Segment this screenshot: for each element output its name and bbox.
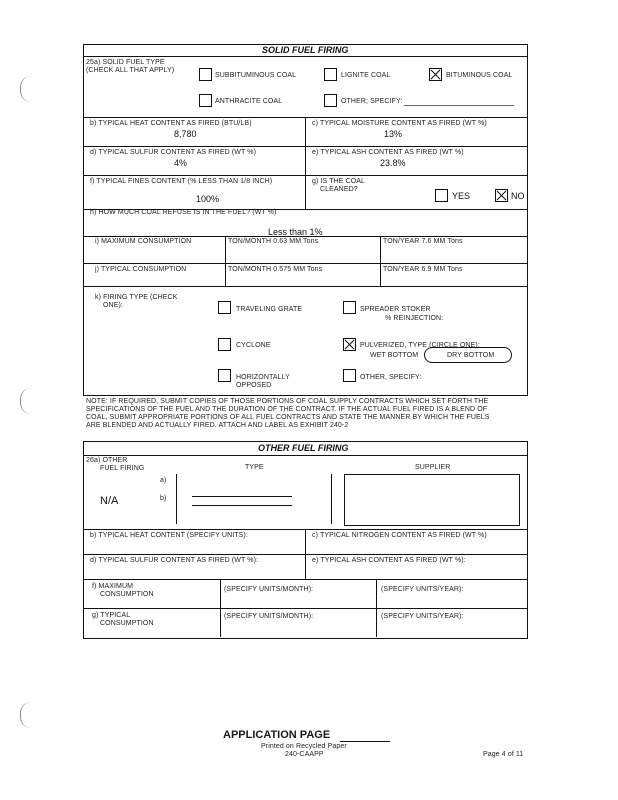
q25a-label: 25a) SOLID FUEL TYPE (86, 59, 165, 66)
refuse-label: h) HOW MUCH COAL REFUSE IS IN THE FUEL? (WT %) (90, 209, 277, 216)
horizontally-opposed-label: HORIZONTALLY (236, 374, 290, 381)
supplier-header: SUPPLIER (415, 464, 451, 471)
typical-consumption-month: TON/MONTH 0.575 MM Tons (228, 266, 323, 273)
max-consumption-year: TON/YEAR 7.6 MM Tons (383, 238, 463, 245)
q26a-label-2: FUEL FIRING (100, 465, 145, 472)
na-text: N/A (100, 495, 119, 507)
other-firing-label: OTHER, SPECIFY: (360, 374, 422, 381)
recycled-note: Printed on Recycled Paper (261, 743, 347, 750)
cleaned-no-label: NO (511, 191, 525, 201)
note-line-1: NOTE: IF REQUIRED, SUBMIT COPIES OF THOSE PORTIONS OF COAL SUPPLY CONTRACTS WHICH SET FORTH THE (86, 398, 489, 405)
horizontally-opposed-checkbox[interactable] (218, 369, 231, 382)
subbituminous-label: SUBBITUMINOUS COAL (215, 72, 297, 79)
type-field[interactable] (176, 474, 332, 524)
subbituminous-checkbox[interactable] (199, 68, 212, 81)
firing-type-label: k) FIRING TYPE (CHECK (95, 294, 178, 301)
heat-content-value: 8,780 (174, 129, 197, 139)
form-number: 240-CAAPP (285, 751, 324, 758)
typical-consumption-year: TON/YEAR 6.9 MM Tons (383, 266, 463, 273)
firing-type-label-2: ONE): (103, 302, 123, 309)
lignite-checkbox[interactable] (324, 68, 337, 81)
cleaned-label-2: CLEANED? (320, 186, 358, 193)
cleaned-yes-checkbox[interactable] (435, 189, 448, 202)
bituminous-checkbox[interactable] (429, 68, 442, 81)
row-a-label: a) (160, 477, 167, 484)
other-max-month: (SPECIFY UNITS/MONTH): (224, 586, 314, 593)
sulfur-value: 4% (174, 158, 188, 168)
sulfur-label: d) TYPICAL SULFUR CONTENT AS FIRED (WT %) (90, 149, 257, 156)
other-solid-label: OTHER; SPECIFY: (341, 98, 403, 105)
cyclone-label: CYCLONE (236, 342, 271, 349)
other-sulfur-label: d) TYPICAL SULFUR CONTENT AS FIRED (WT %): (90, 557, 259, 564)
other-fuel-title: OTHER FUEL FIRING (258, 443, 349, 453)
other-solid-checkbox[interactable] (324, 94, 337, 107)
other-nitrogen-label: c) TYPICAL NITROGEN CONTENT AS FIRED (WT %) (312, 532, 487, 539)
cyclone-checkbox[interactable] (218, 338, 231, 351)
row-b-label: b) (160, 495, 167, 502)
heat-content-label: b) TYPICAL HEAT CONTENT AS FIRED (BTU/LB) (90, 120, 252, 127)
other-firing-checkbox[interactable] (343, 369, 356, 382)
fines-label: f) TYPICAL FINES CONTENT (% LESS THAN 1/8 INCH) (90, 178, 273, 185)
cleaned-no-checkbox[interactable] (495, 189, 508, 202)
traveling-grate-label: TRAVELING GRATE (236, 306, 303, 313)
horizontally-opposed-label-2: OPPOSED (236, 382, 272, 389)
moisture-value: 13% (384, 129, 403, 139)
solid-fuel-title: SOLID FUEL FIRING (262, 45, 349, 55)
other-ash-label: e) TYPICAL ASH CONTENT AS FIRED (WT %): (312, 557, 466, 564)
anthracite-label: ANTHRACITE COAL (215, 98, 283, 105)
other-max-label-2: CONSUMPTION (100, 591, 154, 598)
q26a-label: 26a) OTHER (86, 457, 128, 464)
margin-mark (20, 702, 31, 728)
ash-value: 23.8% (380, 158, 406, 168)
dry-bottom-option[interactable]: DRY BOTTOM (447, 352, 495, 359)
anthracite-checkbox[interactable] (199, 94, 212, 107)
application-page-label: APPLICATION PAGE (223, 729, 331, 741)
note-line-3: COAL, SUBMIT APPROPRIATE PORTIONS OF ALL FUEL CONTRACTS AND STATE THE MANNER BY WHICH THE FUELS (86, 414, 490, 421)
other-typical-month: (SPECIFY UNITS/MONTH): (224, 613, 314, 620)
pulverized-label: PULVERIZED, TYPE (CIRCLE ONE): (360, 342, 480, 349)
other-max-year: (SPECIFY UNITS/YEAR): (381, 586, 464, 593)
margin-mark (20, 388, 31, 414)
reinjection-label: % REINJECTION: (385, 315, 444, 322)
pulverized-checkbox[interactable] (343, 338, 356, 351)
other-typical-year: (SPECIFY UNITS/YEAR): (381, 613, 464, 620)
typical-consumption-label: j) TYPICAL CONSUMPTION (95, 266, 187, 273)
moisture-label: c) TYPICAL MOISTURE CONTENT AS FIRED (WT %) (312, 120, 487, 127)
q25a-sub: (CHECK ALL THAT APPLY) (86, 67, 175, 74)
cleaned-yes-label: YES (452, 191, 471, 201)
lignite-label: LIGNITE COAL (341, 72, 391, 79)
cleaned-label: g) IS THE COAL (312, 178, 366, 185)
other-typical-label: g) TYPICAL (92, 612, 131, 619)
spreader-stoker-checkbox[interactable] (343, 301, 356, 314)
other-heat-label: b) TYPICAL HEAT CONTENT (SPECIFY UNITS): (90, 532, 248, 539)
note-line-4: ARE BLENDED AND ACTUALLY FIRED. ATTACH AND LABEL AS EXHIBIT 240-2 (86, 422, 349, 429)
max-consumption-label: i) MAXIMUM CONSUMPTION (95, 238, 192, 245)
refuse-value: Less than 1% (268, 227, 323, 237)
supplier-field[interactable] (344, 474, 520, 526)
type-header: TYPE (245, 464, 264, 471)
ash-label: e) TYPICAL ASH CONTENT AS FIRED (WT %) (312, 149, 464, 156)
spreader-stoker-label: SPREADER STOKER (360, 306, 431, 313)
traveling-grate-checkbox[interactable] (218, 301, 231, 314)
note-line-2: SPECIFICATIONS OF THE FUEL AND THE DURATION OF THE CONTRACT. IF THE ACTUAL FUEL FIRED IS A BLEND OF (86, 406, 488, 413)
margin-mark (20, 76, 31, 102)
bituminous-label: BITUMINOUS COAL (446, 72, 513, 79)
page-number: Page 4 of 11 (483, 751, 524, 758)
fines-value: 100% (196, 194, 220, 204)
other-max-label: f) MAXIMUM (92, 583, 134, 590)
max-consumption-month: TON/MONTH 0.63 MM Tons (228, 238, 319, 245)
other-typical-label-2: CONSUMPTION (100, 620, 154, 627)
wet-bottom-option[interactable]: WET BOTTOM (370, 352, 419, 359)
